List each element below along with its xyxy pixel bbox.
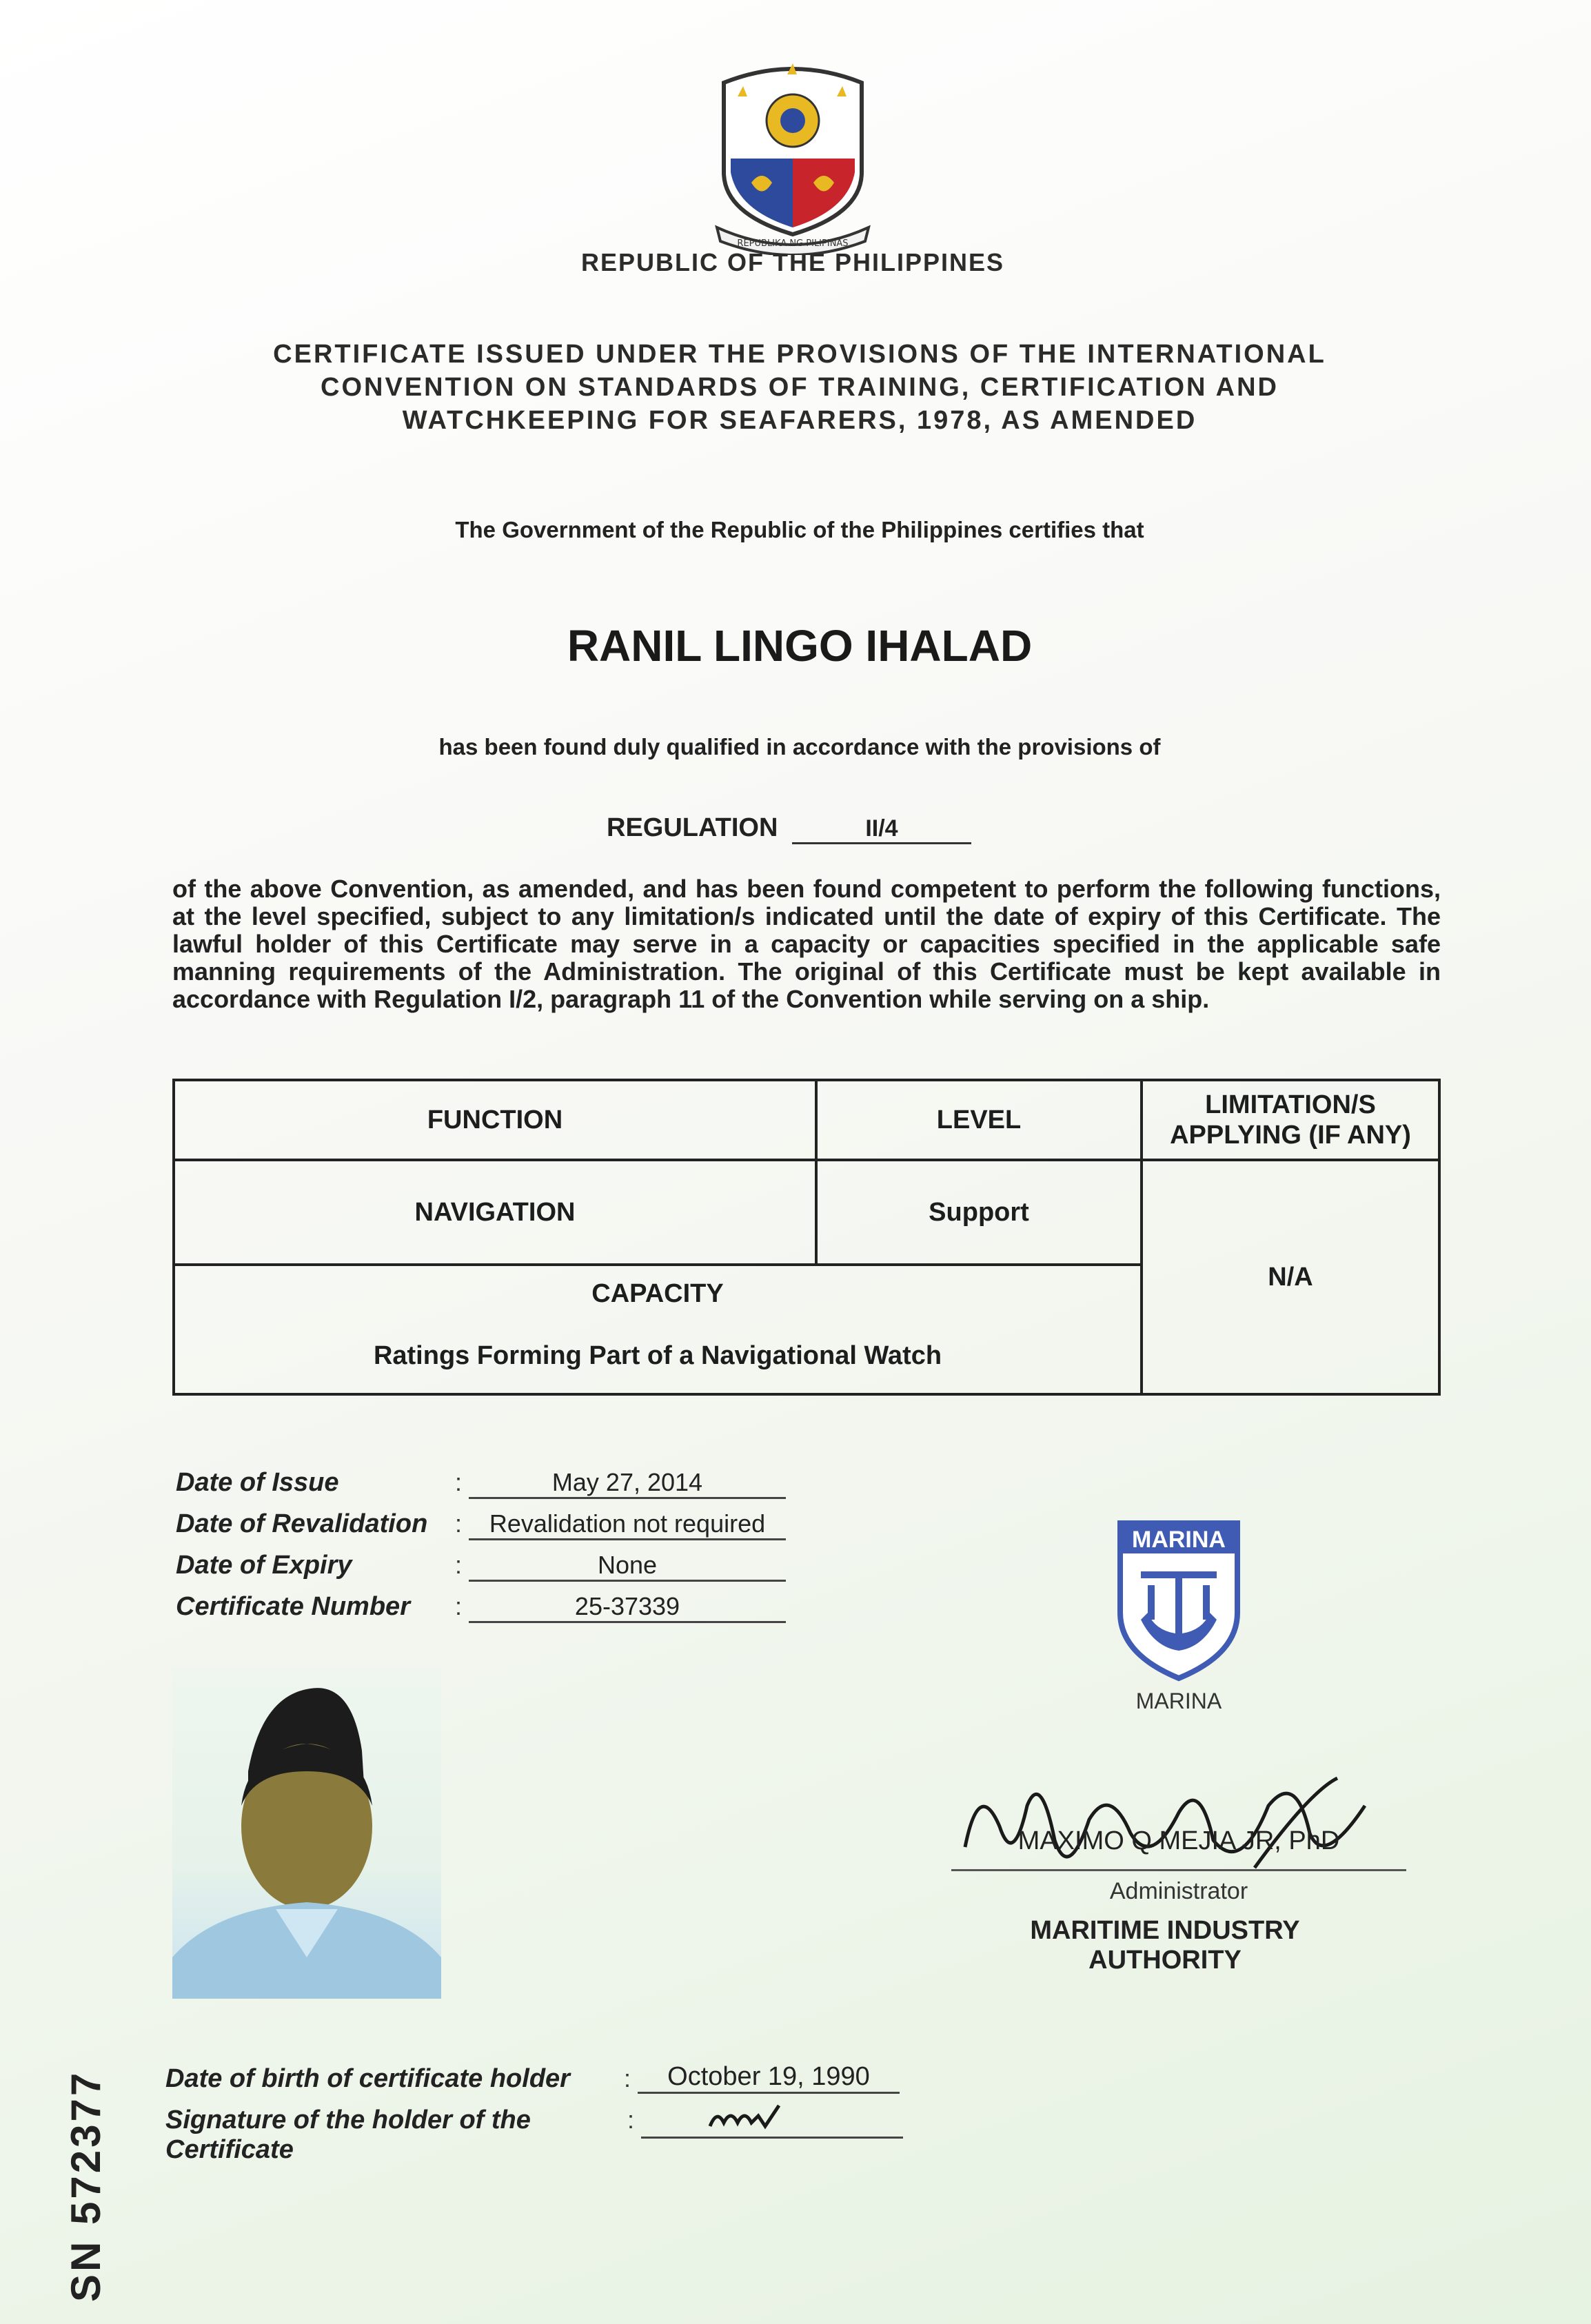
function-table xyxy=(172,1079,1441,1396)
competency-paragraph: of the above Convention, as amended, and has been found competent to perform the following functions, at the level specified, subject to any limitation/s indicated until the date of expiry of this Certificate. The lawful holder of this Certificate may serve in a capacity or capacities specified in the applicable safe manning requirements of the Administration. The original of this Certificate must be kept available in accordance with Regulation I/2, paragraph 11 of the Convention while serving on a ship. xyxy=(172,875,1441,1013)
dob-label: Date of birth of certificate holder xyxy=(165,2064,570,2093)
detail-value: May 27, 2014 xyxy=(469,1468,786,1499)
marina-logo xyxy=(1113,1516,1244,1682)
detail-label: Date of Issue xyxy=(176,1468,339,1497)
administrator-name: MAXIMO Q MEJIA JR, PhD xyxy=(1017,1826,1340,1855)
marina-logo-text: MARINA xyxy=(1132,1527,1226,1553)
dob-colon: : xyxy=(624,2064,631,2092)
holder-name: RANIL LINGO IHALAD xyxy=(567,621,1033,671)
capacity-value: Ratings Forming Part of a Navigational Watch xyxy=(373,1341,942,1370)
certifies-text: The Government of the Republic of the Philippines certifies that xyxy=(455,517,1144,542)
dob-value: October 19, 1990 xyxy=(638,2062,900,2094)
detail-label: Certificate Number xyxy=(176,1592,410,1621)
serial-number: SN 572377 xyxy=(63,2070,109,2302)
detail-value: None xyxy=(469,1551,786,1582)
holder-signature-field xyxy=(641,2088,903,2139)
administrator-title: Administrator xyxy=(1109,1878,1248,1904)
heading-line-1: CERTIFICATE ISSUED UNDER THE PROVISIONS OF THE INTERNATIONAL xyxy=(273,340,1326,369)
detail-colon: : xyxy=(455,1551,463,1579)
detail-value: Revalidation not required xyxy=(469,1509,786,1540)
regulation-line xyxy=(607,813,971,844)
detail-colon: : xyxy=(455,1509,463,1538)
heading-line-2: CONVENTION ON STANDARDS OF TRAINING, CERTIFICATION AND xyxy=(321,373,1279,402)
detail-label: Date of Expiry xyxy=(176,1551,352,1580)
holder-signature-icon xyxy=(641,2088,903,2137)
holder-signature-colon: : xyxy=(627,2106,635,2134)
cell-limitations: N/A xyxy=(1268,1262,1313,1292)
detail-value: 25-37339 xyxy=(469,1592,786,1623)
holder-signature-label: Signature of the holder of the Certificate xyxy=(165,2106,531,2164)
country-title: REPUBLIC OF THE PHILIPPINES xyxy=(580,248,1005,276)
capacity-label: CAPACITY xyxy=(591,1278,724,1308)
heading-line-3: WATCHKEEPING FOR SEAFARERS, 1978, AS AMENDED xyxy=(402,406,1197,435)
seal-banner-text: REPUBLIKA NG PILIPINAS xyxy=(737,238,849,249)
detail-colon: : xyxy=(455,1468,463,1496)
issuing-authority: MARITIME INDUSTRY AUTHORITY xyxy=(1030,1916,1300,1975)
cell-function: NAVIGATION xyxy=(414,1197,576,1227)
detail-label: Date of Revalidation xyxy=(176,1509,428,1538)
qualified-text: has been found duly qualified in accordance with the provisions of xyxy=(438,734,1161,760)
regulation-label: REGULATION xyxy=(607,813,778,842)
marina-caption: MARINA xyxy=(1135,1689,1222,1713)
detail-colon: : xyxy=(455,1592,463,1620)
header-limitations: LIMITATION/S APPLYING (IF ANY) xyxy=(1170,1090,1411,1150)
person-silhouette-icon xyxy=(172,1668,441,1999)
header-level: LEVEL xyxy=(936,1105,1022,1134)
holder-photo xyxy=(172,1668,441,1999)
coat-of-arms-seal xyxy=(703,55,882,255)
signature-line xyxy=(951,1869,1406,1871)
cell-level: Support xyxy=(929,1197,1029,1227)
regulation-value: II/4 xyxy=(792,815,971,844)
certificate-heading xyxy=(262,338,1337,437)
header-function: FUNCTION xyxy=(427,1105,563,1134)
